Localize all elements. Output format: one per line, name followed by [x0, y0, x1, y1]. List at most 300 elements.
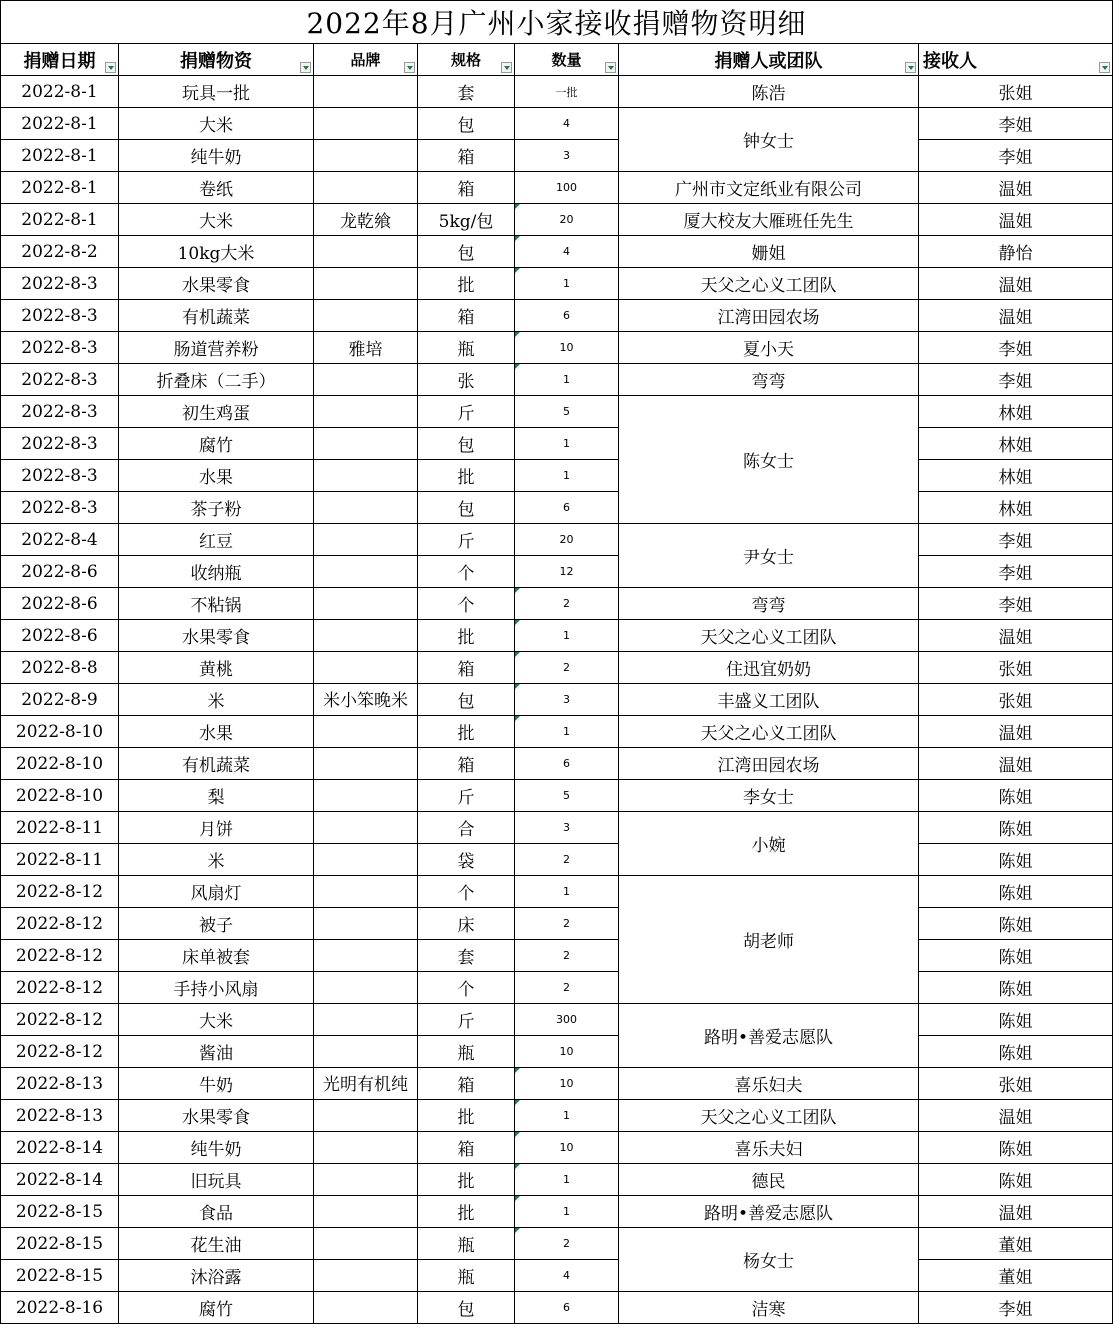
header-brand-label: 品牌: [350, 51, 381, 69]
item-cell[interactable]: 大米: [119, 1004, 314, 1036]
brand-cell[interactable]: [314, 748, 418, 780]
spec-cell[interactable]: 箱: [418, 300, 515, 332]
header-qty-label: 数量: [551, 51, 582, 69]
spec-cell[interactable]: 张: [418, 364, 515, 396]
header-qty[interactable]: [515, 44, 619, 76]
spec-cell[interactable]: 瓶: [418, 1260, 515, 1292]
receiver-cell[interactable]: 林姐: [919, 396, 1113, 428]
spec-cell[interactable]: 斤: [418, 780, 515, 812]
date-cell[interactable]: 2022-8-1: [0, 140, 119, 172]
item-cell[interactable]: 10kg大米: [119, 236, 314, 268]
brand-cell[interactable]: [314, 300, 418, 332]
receiver-cell[interactable]: 静怡: [919, 236, 1113, 268]
date-cell[interactable]: 2022-8-12: [0, 940, 119, 972]
item-cell[interactable]: 腐竹: [119, 1292, 314, 1324]
item-cell[interactable]: 红豆: [119, 524, 314, 556]
qty-cell[interactable]: 1: [515, 716, 619, 748]
item-cell[interactable]: 牛奶: [119, 1068, 314, 1100]
qty-cell[interactable]: 6: [515, 1292, 619, 1324]
date-cell[interactable]: 2022-8-3: [0, 364, 119, 396]
receiver-cell[interactable]: 李姐: [919, 140, 1113, 172]
qty-cell[interactable]: 2: [515, 908, 619, 940]
date-cell[interactable]: 2022-8-13: [0, 1068, 119, 1100]
item-cell[interactable]: 酱油: [119, 1036, 314, 1068]
header-item[interactable]: [119, 44, 314, 76]
brand-cell[interactable]: [314, 172, 418, 204]
donor-cell[interactable]: 洁寒: [619, 1292, 919, 1324]
receiver-cell[interactable]: 温姐: [919, 748, 1113, 780]
spec-cell[interactable]: 瓶: [418, 1228, 515, 1260]
receiver-cell[interactable]: 林姐: [919, 428, 1113, 460]
qty-cell[interactable]: 1: [515, 1196, 619, 1228]
receiver-cell[interactable]: 温姐: [919, 268, 1113, 300]
donor-cell[interactable]: 厦大校友大雁班任先生: [619, 204, 919, 236]
spec-cell[interactable]: 套: [418, 940, 515, 972]
spec-cell[interactable]: 5kg/包: [418, 204, 515, 236]
brand-cell[interactable]: [314, 460, 418, 492]
receiver-cell[interactable]: 董姐: [919, 1260, 1113, 1292]
date-cell[interactable]: 2022-8-3: [0, 428, 119, 460]
date-cell[interactable]: 2022-8-6: [0, 588, 119, 620]
receiver-cell[interactable]: 温姐: [919, 204, 1113, 236]
brand-cell[interactable]: [314, 492, 418, 524]
spec-cell[interactable]: 箱: [418, 1132, 515, 1164]
filter-dropdown-icon[interactable]: [404, 62, 415, 73]
item-cell[interactable]: 肠道营养粉: [119, 332, 314, 364]
receiver-cell[interactable]: 陈姐: [919, 1164, 1113, 1196]
spec-cell[interactable]: 个: [418, 588, 515, 620]
receiver-cell[interactable]: 温姐: [919, 172, 1113, 204]
receiver-cell[interactable]: 李姐: [919, 364, 1113, 396]
item-cell[interactable]: 被子: [119, 908, 314, 940]
spec-cell[interactable]: 批: [418, 1164, 515, 1196]
date-cell[interactable]: 2022-8-15: [0, 1228, 119, 1260]
date-cell[interactable]: 2022-8-12: [0, 1036, 119, 1068]
date-cell[interactable]: 2022-8-12: [0, 876, 119, 908]
qty-cell[interactable]: 5: [515, 780, 619, 812]
date-cell[interactable]: 2022-8-1: [0, 204, 119, 236]
spec-cell[interactable]: 斤: [418, 524, 515, 556]
receiver-cell[interactable]: 李姐: [919, 556, 1113, 588]
qty-cell[interactable]: 100: [515, 172, 619, 204]
qty-cell[interactable]: 1: [515, 620, 619, 652]
item-cell[interactable]: 食品: [119, 1196, 314, 1228]
qty-cell[interactable]: 1: [515, 1164, 619, 1196]
receiver-cell[interactable]: 董姐: [919, 1228, 1113, 1260]
spec-cell[interactable]: 套: [418, 76, 515, 108]
donor-cell[interactable]: 杨女士: [619, 1228, 919, 1292]
date-cell[interactable]: 2022-8-3: [0, 332, 119, 364]
donor-cell[interactable]: 陈浩: [619, 76, 919, 108]
filter-dropdown-icon[interactable]: [501, 62, 512, 73]
cell-indicator-icon: [515, 1068, 520, 1073]
header-donor-label: 捐赠人或团队: [714, 50, 823, 72]
spec-cell[interactable]: 瓶: [418, 332, 515, 364]
date-cell[interactable]: 2022-8-10: [0, 780, 119, 812]
receiver-cell[interactable]: 李姐: [919, 588, 1113, 620]
donor-cell[interactable]: 胡老师: [619, 876, 919, 1004]
date-cell[interactable]: 2022-8-10: [0, 716, 119, 748]
brand-cell[interactable]: [314, 428, 418, 460]
spec-cell[interactable]: 箱: [418, 1068, 515, 1100]
cell-indicator-icon: [515, 204, 520, 209]
cell-indicator-icon: [515, 588, 520, 593]
receiver-cell[interactable]: 陈姐: [919, 908, 1113, 940]
brand-cell[interactable]: 光明有机纯: [314, 1068, 418, 1100]
date-cell[interactable]: 2022-8-2: [0, 236, 119, 268]
qty-cell[interactable]: 1: [515, 268, 619, 300]
donor-cell[interactable]: 小婉: [619, 812, 919, 876]
date-cell[interactable]: 2022-8-8: [0, 652, 119, 684]
receiver-cell[interactable]: 李姐: [919, 332, 1113, 364]
spec-cell[interactable]: 批: [418, 460, 515, 492]
brand-cell[interactable]: [314, 1036, 418, 1068]
donor-cell[interactable]: 路明•善爱志愿队: [619, 1196, 919, 1228]
cell-indicator-icon: [515, 364, 520, 369]
brand-cell[interactable]: [314, 1260, 418, 1292]
item-cell[interactable]: 纯牛奶: [119, 1132, 314, 1164]
date-cell[interactable]: 2022-8-3: [0, 492, 119, 524]
item-cell[interactable]: 手持小风扇: [119, 972, 314, 1004]
brand-cell[interactable]: [314, 1164, 418, 1196]
qty-cell[interactable]: 4: [515, 1260, 619, 1292]
spec-cell[interactable]: 批: [418, 1196, 515, 1228]
qty-cell[interactable]: 3: [515, 812, 619, 844]
spec-cell[interactable]: 批: [418, 620, 515, 652]
receiver-cell[interactable]: 李姐: [919, 524, 1113, 556]
receiver-cell[interactable]: 陈姐: [919, 940, 1113, 972]
receiver-cell[interactable]: 陈姐: [919, 1004, 1113, 1036]
item-cell[interactable]: 水果零食: [119, 1100, 314, 1132]
donor-cell[interactable]: 丰盛义工团队: [619, 684, 919, 716]
brand-cell[interactable]: [314, 716, 418, 748]
date-cell[interactable]: 2022-8-14: [0, 1132, 119, 1164]
brand-cell[interactable]: [314, 1228, 418, 1260]
cell-indicator-icon: [515, 236, 520, 241]
receiver-cell[interactable]: 陈姐: [919, 812, 1113, 844]
donor-cell[interactable]: 天父之心义工团队: [619, 620, 919, 652]
header-brand[interactable]: [314, 44, 418, 76]
receiver-cell[interactable]: 陈姐: [919, 1036, 1113, 1068]
header-receiver[interactable]: [919, 44, 1113, 76]
donor-cell[interactable]: 广州市文定纸业有限公司: [619, 172, 919, 204]
brand-cell[interactable]: [314, 908, 418, 940]
donor-cell[interactable]: 江湾田园农场: [619, 748, 919, 780]
brand-cell[interactable]: [314, 1292, 418, 1324]
brand-cell[interactable]: [314, 76, 418, 108]
spec-cell[interactable]: 合: [418, 812, 515, 844]
date-cell[interactable]: 2022-8-11: [0, 812, 119, 844]
receiver-cell[interactable]: 林姐: [919, 460, 1113, 492]
item-cell[interactable]: 水果: [119, 460, 314, 492]
cell-indicator-icon: [515, 1132, 520, 1137]
item-cell[interactable]: 月饼: [119, 812, 314, 844]
header-donor[interactable]: [619, 44, 919, 76]
donor-cell[interactable]: 天父之心义工团队: [619, 716, 919, 748]
cell-indicator-icon: [515, 268, 520, 273]
spec-cell[interactable]: 箱: [418, 172, 515, 204]
filter-dropdown-icon[interactable]: [105, 62, 116, 73]
item-cell[interactable]: 大米: [119, 204, 314, 236]
filter-dropdown-icon[interactable]: [1099, 62, 1110, 73]
qty-cell[interactable]: 6: [515, 748, 619, 780]
spec-cell[interactable]: 包: [418, 684, 515, 716]
item-cell[interactable]: 茶子粉: [119, 492, 314, 524]
qty-cell[interactable]: 3: [515, 140, 619, 172]
brand-cell[interactable]: [314, 524, 418, 556]
spec-cell[interactable]: 个: [418, 876, 515, 908]
qty-cell[interactable]: 2: [515, 940, 619, 972]
date-cell[interactable]: 2022-8-6: [0, 620, 119, 652]
receiver-cell[interactable]: 温姐: [919, 1196, 1113, 1228]
item-cell[interactable]: 风扇灯: [119, 876, 314, 908]
item-cell[interactable]: 不粘锅: [119, 588, 314, 620]
brand-cell[interactable]: [314, 620, 418, 652]
spec-cell[interactable]: 包: [418, 236, 515, 268]
item-cell[interactable]: 水果: [119, 716, 314, 748]
brand-cell[interactable]: [314, 556, 418, 588]
date-cell[interactable]: 2022-8-3: [0, 396, 119, 428]
receiver-cell[interactable]: 张姐: [919, 684, 1113, 716]
brand-cell[interactable]: [314, 972, 418, 1004]
spec-cell[interactable]: 袋: [418, 844, 515, 876]
item-cell[interactable]: 玩具一批: [119, 76, 314, 108]
receiver-cell[interactable]: 林姐: [919, 492, 1113, 524]
brand-cell[interactable]: [314, 1132, 418, 1164]
receiver-cell[interactable]: 陈姐: [919, 972, 1113, 1004]
brand-cell[interactable]: [314, 236, 418, 268]
receiver-cell[interactable]: 张姐: [919, 76, 1113, 108]
spec-cell[interactable]: 斤: [418, 1004, 515, 1036]
date-cell[interactable]: 2022-8-10: [0, 748, 119, 780]
cell-indicator-icon: [515, 716, 520, 721]
date-cell[interactable]: 2022-8-15: [0, 1196, 119, 1228]
spec-cell[interactable]: 箱: [418, 748, 515, 780]
donor-cell[interactable]: 弯弯: [619, 364, 919, 396]
donor-cell[interactable]: 尹女士: [619, 524, 919, 588]
item-cell[interactable]: 沐浴露: [119, 1260, 314, 1292]
donor-cell[interactable]: 夏小天: [619, 332, 919, 364]
item-cell[interactable]: 黄桃: [119, 652, 314, 684]
item-cell[interactable]: 梨: [119, 780, 314, 812]
donor-cell[interactable]: 李女士: [619, 780, 919, 812]
item-cell[interactable]: 纯牛奶: [119, 140, 314, 172]
spec-cell[interactable]: 床: [418, 908, 515, 940]
cell-indicator-icon: [515, 620, 520, 625]
qty-cell[interactable]: 10: [515, 1068, 619, 1100]
spec-cell[interactable]: 瓶: [418, 1036, 515, 1068]
qty-cell[interactable]: 10: [515, 1132, 619, 1164]
spec-cell[interactable]: 包: [418, 108, 515, 140]
qty-cell[interactable]: 1: [515, 876, 619, 908]
date-cell[interactable]: 2022-8-12: [0, 908, 119, 940]
brand-cell[interactable]: 雅培: [314, 332, 418, 364]
date-cell[interactable]: 2022-8-13: [0, 1100, 119, 1132]
receiver-cell[interactable]: 温姐: [919, 300, 1113, 332]
date-cell[interactable]: 2022-8-14: [0, 1164, 119, 1196]
brand-cell[interactable]: [314, 812, 418, 844]
spec-cell[interactable]: 批: [418, 716, 515, 748]
cell-indicator-icon: [515, 684, 520, 689]
brand-cell[interactable]: [314, 1004, 418, 1036]
sheet-title: 2022年8月广州小家接收捐赠物资明细: [0, 0, 1113, 44]
receiver-cell[interactable]: 李姐: [919, 1292, 1113, 1324]
item-cell[interactable]: 初生鸡蛋: [119, 396, 314, 428]
item-cell[interactable]: 花生油: [119, 1228, 314, 1260]
date-cell[interactable]: 2022-8-12: [0, 1004, 119, 1036]
qty-cell[interactable]: 5: [515, 396, 619, 428]
donor-cell[interactable]: 住迅宜奶奶: [619, 652, 919, 684]
receiver-cell[interactable]: 陈姐: [919, 844, 1113, 876]
date-cell[interactable]: 2022-8-11: [0, 844, 119, 876]
qty-cell[interactable]: 6: [515, 300, 619, 332]
qty-cell[interactable]: 10: [515, 332, 619, 364]
date-cell[interactable]: 2022-8-12: [0, 972, 119, 1004]
brand-cell[interactable]: [314, 652, 418, 684]
filter-dropdown-icon[interactable]: [300, 62, 311, 73]
header-date[interactable]: [0, 44, 119, 76]
date-cell[interactable]: 2022-8-1: [0, 108, 119, 140]
brand-cell[interactable]: [314, 1100, 418, 1132]
date-cell[interactable]: 2022-8-15: [0, 1260, 119, 1292]
header-receiver-label: 接收人: [923, 50, 977, 72]
qty-cell[interactable]: 12: [515, 556, 619, 588]
donor-cell[interactable]: 陈女士: [619, 396, 919, 524]
receiver-cell[interactable]: 李姐: [919, 108, 1113, 140]
cell-indicator-icon: [515, 652, 520, 657]
qty-cell[interactable]: 2: [515, 972, 619, 1004]
brand-cell[interactable]: [314, 844, 418, 876]
item-cell[interactable]: 床单被套: [119, 940, 314, 972]
donor-cell[interactable]: 弯弯: [619, 588, 919, 620]
date-cell[interactable]: 2022-8-3: [0, 300, 119, 332]
donor-cell[interactable]: 路明•善爱志愿队: [619, 1004, 919, 1068]
date-cell[interactable]: 2022-8-9: [0, 684, 119, 716]
spec-cell[interactable]: 包: [418, 492, 515, 524]
qty-cell[interactable]: 1: [515, 364, 619, 396]
cell-indicator-icon: [515, 332, 520, 337]
brand-cell[interactable]: [314, 140, 418, 172]
brand-cell[interactable]: [314, 108, 418, 140]
receiver-cell[interactable]: 温姐: [919, 1100, 1113, 1132]
item-cell[interactable]: 腐竹: [119, 428, 314, 460]
item-cell[interactable]: 卷纸: [119, 172, 314, 204]
brand-cell[interactable]: 米小笨晚米: [314, 684, 418, 716]
brand-cell[interactable]: [314, 364, 418, 396]
qty-cell[interactable]: 2: [515, 1228, 619, 1260]
donor-cell[interactable]: 喜乐妇夫: [619, 1068, 919, 1100]
qty-cell[interactable]: 2: [515, 588, 619, 620]
header-date-label: 捐赠日期: [23, 50, 96, 72]
qty-cell[interactable]: 20: [515, 524, 619, 556]
date-cell[interactable]: 2022-8-1: [0, 76, 119, 108]
spec-cell[interactable]: 箱: [418, 140, 515, 172]
spec-cell[interactable]: 箱: [418, 652, 515, 684]
donor-cell[interactable]: 江湾田园农场: [619, 300, 919, 332]
brand-cell[interactable]: [314, 268, 418, 300]
qty-cell[interactable]: 300: [515, 1004, 619, 1036]
cell-indicator-icon: [515, 1228, 520, 1233]
brand-cell[interactable]: [314, 588, 418, 620]
donor-cell[interactable]: 德民: [619, 1164, 919, 1196]
cell-indicator-icon: [515, 1164, 520, 1169]
qty-cell[interactable]: 4: [515, 108, 619, 140]
filter-dropdown-icon[interactable]: [605, 62, 616, 73]
cell-indicator-icon: [515, 1100, 520, 1105]
receiver-cell[interactable]: 张姐: [919, 1068, 1113, 1100]
date-cell[interactable]: 2022-8-4: [0, 524, 119, 556]
spec-cell[interactable]: 批: [418, 268, 515, 300]
qty-cell[interactable]: 6: [515, 492, 619, 524]
spec-cell[interactable]: 斤: [418, 396, 515, 428]
qty-cell[interactable]: 20: [515, 204, 619, 236]
item-cell[interactable]: 有机蔬菜: [119, 300, 314, 332]
item-cell[interactable]: 水果零食: [119, 620, 314, 652]
date-cell[interactable]: 2022-8-1: [0, 172, 119, 204]
item-cell[interactable]: 大米: [119, 108, 314, 140]
qty-cell[interactable]: 1: [515, 460, 619, 492]
qty-cell[interactable]: 10: [515, 1036, 619, 1068]
spec-cell[interactable]: 个: [418, 972, 515, 1004]
donor-cell[interactable]: 天父之心义工团队: [619, 268, 919, 300]
header-spec-label: 规格: [450, 51, 481, 69]
item-cell[interactable]: 旧玩具: [119, 1164, 314, 1196]
qty-cell[interactable]: 1: [515, 1100, 619, 1132]
spec-cell[interactable]: 包: [418, 428, 515, 460]
filter-dropdown-icon[interactable]: [905, 62, 916, 73]
receiver-cell[interactable]: 温姐: [919, 716, 1113, 748]
qty-cell[interactable]: 3: [515, 684, 619, 716]
item-cell[interactable]: 米: [119, 684, 314, 716]
qty-cell[interactable]: 一批: [515, 76, 619, 108]
receiver-cell[interactable]: 温姐: [919, 620, 1113, 652]
spec-cell[interactable]: 批: [418, 1100, 515, 1132]
spec-cell[interactable]: 个: [418, 556, 515, 588]
date-cell[interactable]: 2022-8-3: [0, 268, 119, 300]
date-cell[interactable]: 2022-8-3: [0, 460, 119, 492]
date-cell[interactable]: 2022-8-16: [0, 1292, 119, 1324]
qty-cell[interactable]: 2: [515, 844, 619, 876]
brand-cell[interactable]: [314, 1196, 418, 1228]
donor-cell[interactable]: 天父之心义工团队: [619, 1100, 919, 1132]
donor-cell[interactable]: 喜乐夫妇: [619, 1132, 919, 1164]
cell-indicator-icon: [515, 1196, 520, 1201]
receiver-cell[interactable]: 张姐: [919, 652, 1113, 684]
brand-cell[interactable]: [314, 396, 418, 428]
donor-cell[interactable]: 姗姐: [619, 236, 919, 268]
item-cell[interactable]: 折叠床（二手）: [119, 364, 314, 396]
brand-cell[interactable]: [314, 876, 418, 908]
header-spec[interactable]: [418, 44, 515, 76]
item-cell[interactable]: 米: [119, 844, 314, 876]
spec-cell[interactable]: 包: [418, 1292, 515, 1324]
date-cell[interactable]: 2022-8-6: [0, 556, 119, 588]
qty-cell[interactable]: 2: [515, 652, 619, 684]
donor-cell[interactable]: 钟女士: [619, 108, 919, 172]
receiver-cell[interactable]: 陈姐: [919, 1132, 1113, 1164]
brand-cell[interactable]: 龙乾飨: [314, 204, 418, 236]
receiver-cell[interactable]: 陈姐: [919, 780, 1113, 812]
item-cell[interactable]: 有机蔬菜: [119, 748, 314, 780]
qty-cell[interactable]: 1: [515, 428, 619, 460]
item-cell[interactable]: 水果零食: [119, 268, 314, 300]
item-cell[interactable]: 收纳瓶: [119, 556, 314, 588]
brand-cell[interactable]: [314, 940, 418, 972]
receiver-cell[interactable]: 陈姐: [919, 876, 1113, 908]
header-item-label: 捐赠物资: [180, 50, 252, 72]
brand-cell[interactable]: [314, 780, 418, 812]
qty-cell[interactable]: 4: [515, 236, 619, 268]
